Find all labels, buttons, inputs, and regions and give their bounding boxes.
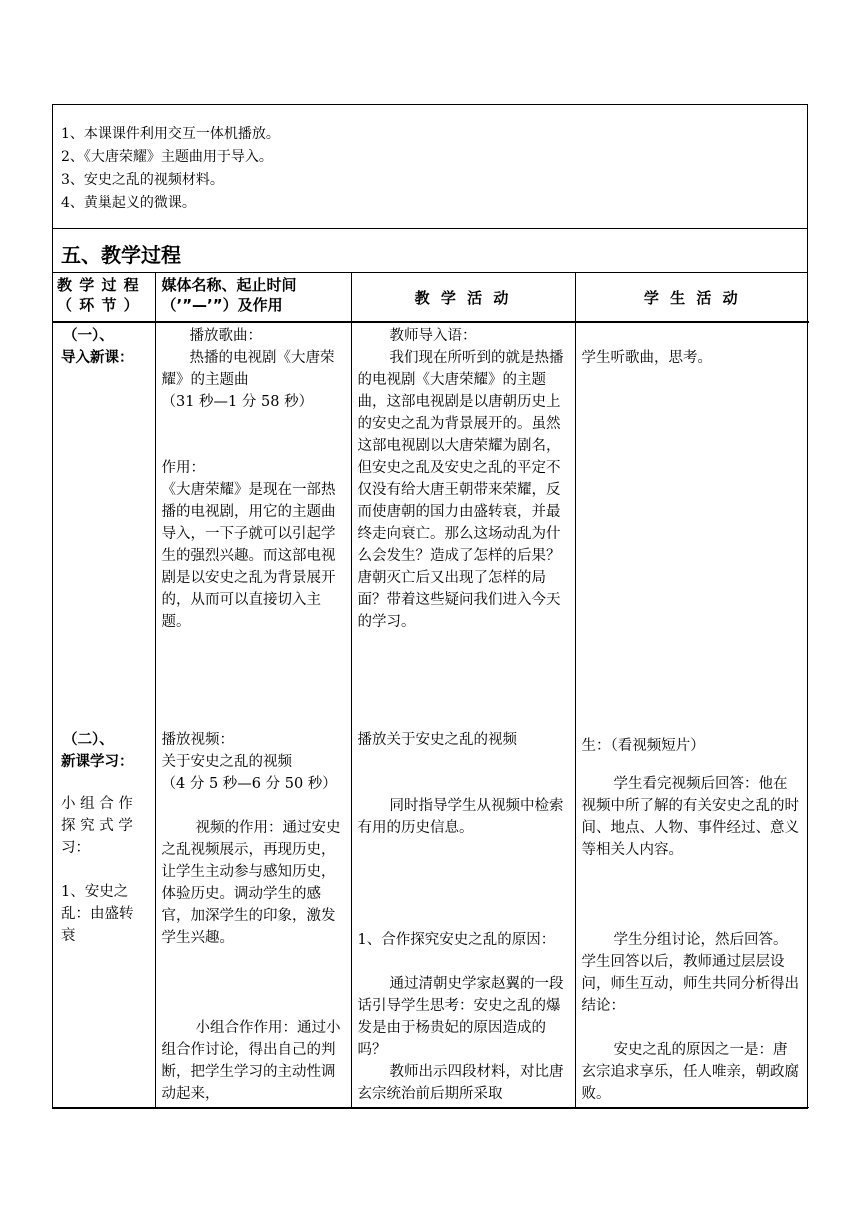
- stage-2-group-work: 小 组 合 作 探 究 式 学 习：: [61, 796, 133, 856]
- teacher-activity-column: [351, 322, 575, 1108]
- student-4-text: 学生分组讨论，然后回答。学生回答以后，教师通过层层设问，师生互动，师生共同分析得出结论：: [581, 932, 799, 1014]
- resource-item: 4、黄巢起义的微课。: [61, 195, 196, 211]
- teacher-2-text: 播放关于安史之乱的视频: [357, 732, 517, 748]
- teacher-1-text: 我们现在所听到的就是热播的电视剧《大唐荣耀》的主题曲，这部电视剧是以唐朝历史上的安史之乱为背景展开的。虽然这部电视剧以大唐荣耀为剧名，但安史之乱及安史之乱的平定不仅没有给大唐王朝带来荣耀，反而使唐朝的国力由盛转衰，并最终走向衰亡。那么这场动乱为什么会发生？造成了怎样的后果？唐朝灭亡后又出现了怎样的局面？带着这些疑问我们进入今天的学习。: [357, 350, 564, 630]
- stage-1-number: （一）、: [63, 328, 114, 344]
- student-activity-column: [575, 322, 809, 1108]
- media-1-effect: 《大唐荣耀》是现在一部热播的电视剧，用它的主题曲导入，一下子就可以引起学生的强烈兴趣。而这部电视剧是以安史之乱为背景展开的，从而可以直接切入主题。: [161, 482, 336, 630]
- resource-item: 1、本课课件利用交互一体机播放。: [61, 126, 280, 142]
- header-stage: 教 学 过 程 （ 环 节 ）: [53, 273, 155, 322]
- lesson-plan-table: [52, 104, 808, 1109]
- header-media: 媒体名称、起止时间（’”—’”）及作用: [155, 273, 351, 322]
- media-1-effect-label: 作用：: [161, 460, 205, 476]
- teacher-1-label: 教师导入语：: [389, 328, 477, 344]
- teacher-4-title: 1、合作探究安史之乱的原因：: [357, 932, 556, 948]
- media-2-time: （4 分 5 秒—6 分 50 秒）: [161, 776, 337, 792]
- section-title: 五、教学过程: [53, 229, 807, 273]
- process-table: [53, 273, 809, 1108]
- stage-2-name: 新课学习：: [61, 754, 134, 770]
- stage-column: [53, 322, 155, 1108]
- teacher-4-text-1: 通过清朝史学家赵翼的一段话引导学生思考：安史之乱的爆发是由于杨贵妃的原因造成的吗？: [357, 976, 564, 1058]
- student-2-text: 生：（看视频短片）: [581, 738, 705, 754]
- stage-2-number: （二）、: [63, 732, 114, 748]
- header-teacher-activity: 教 学 活 动: [351, 273, 575, 322]
- resource-item: 2、《大唐荣耀》主题曲用于导入。: [61, 149, 273, 165]
- media-3-effect: 小组合作作用：通过小组合作讨论，得出自己的判断，把学生学习的主动性调动起来，: [161, 1020, 341, 1102]
- stage-2-topic: 1、安史之乱：由盛转衰: [61, 884, 134, 944]
- teacher-4-text-2: 教师出示四段材料，对比唐玄宗统治前后期所采取: [357, 1064, 564, 1102]
- media-2-effect: 视频的作用：通过安史之乱视频展示，再现历史，让学生主动参与感知历史，体验历史。调动学生的感官，加深学生的印象，激发学生兴趣。: [161, 820, 341, 946]
- media-1-time: （31 秒—1 分 58 秒）: [161, 394, 314, 410]
- media-column: [155, 322, 351, 1108]
- student-3-text: 学生看完视频后回答：他在视频中所了解的有关安史之乱的时间、地点、人物、事件经过、意义等相关人内容。: [581, 776, 799, 858]
- header-student-activity: 学 生 活 动: [575, 273, 809, 322]
- table-row: [53, 322, 809, 1108]
- teacher-3-text: 同时指导学生从视频中检索有用的历史信息。: [357, 798, 564, 836]
- student-5-text: 安史之乱的原因之一是：唐玄宗追求享乐，任人唯亲，朝政腐败。: [581, 1042, 799, 1102]
- stage-1-name: 导入新课：: [61, 350, 134, 366]
- student-1-text: 学生听歌曲，思考。: [581, 350, 712, 366]
- media-2-description: 关于安史之乱的视频: [161, 754, 292, 770]
- media-1-play: 播放歌曲：: [189, 328, 262, 344]
- resource-item: 3、安史之乱的视频材料。: [61, 172, 224, 188]
- media-1-description: 热播的电视剧《大唐荣耀》的主题曲: [161, 350, 335, 388]
- table-header-row: [53, 273, 809, 322]
- teaching-resources-list: [53, 105, 807, 229]
- media-2-play: 播放视频：: [161, 732, 234, 748]
